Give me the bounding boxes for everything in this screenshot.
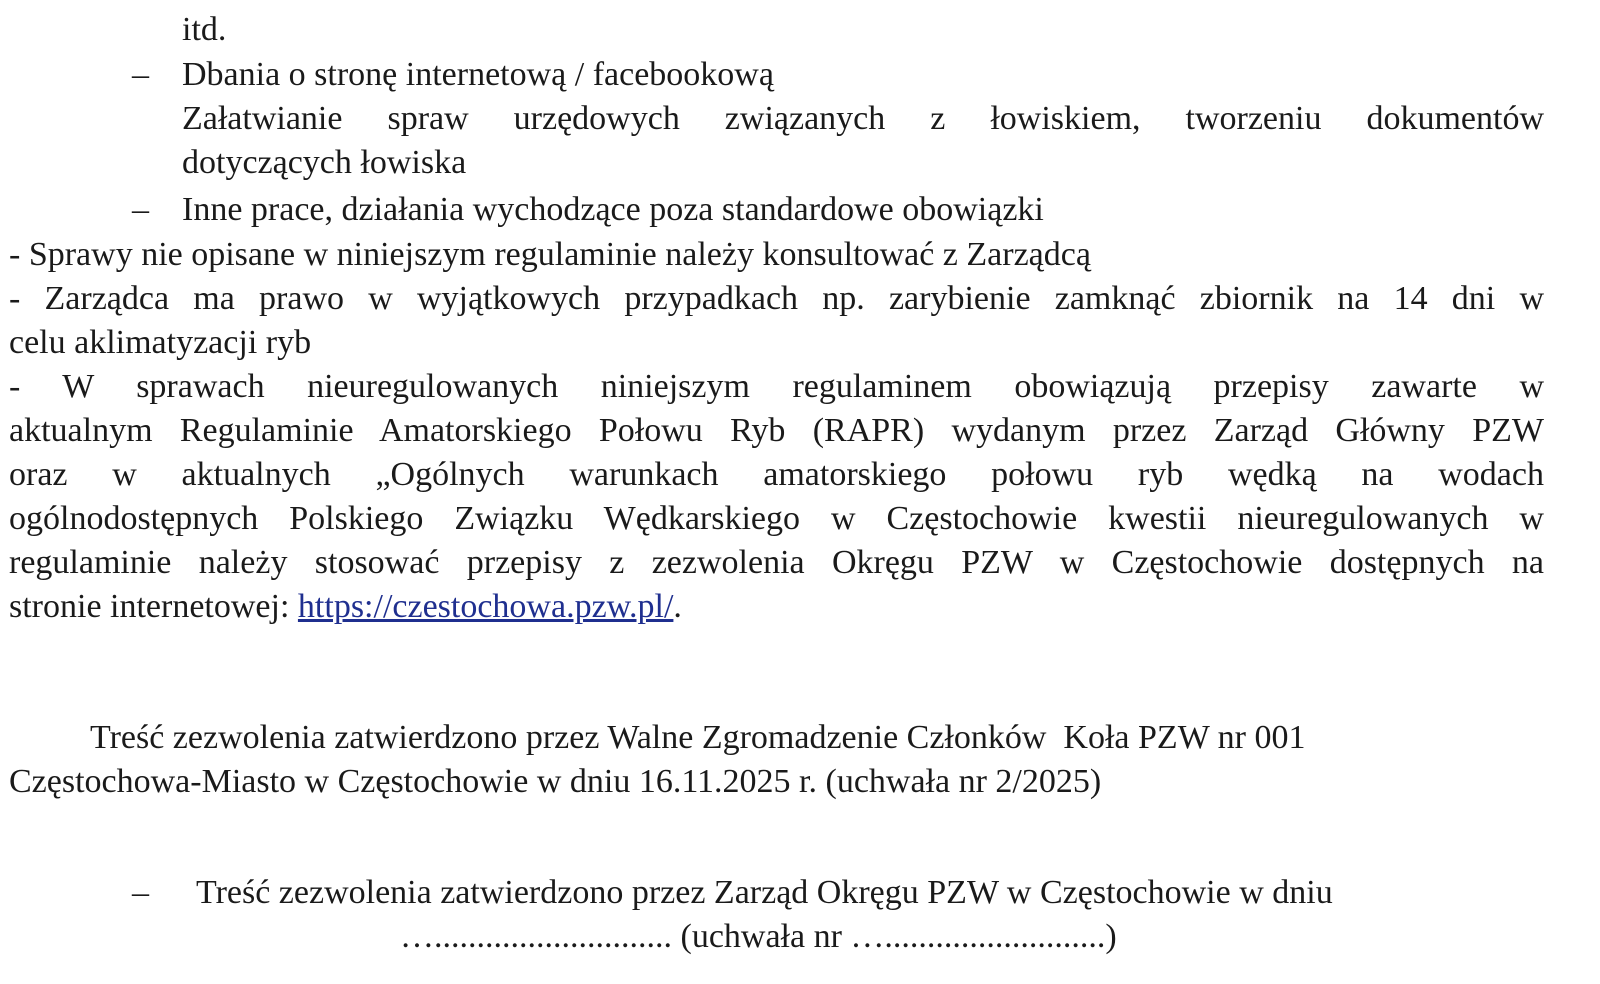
rule-close-reservoir-line2: celu aklimatyzacji ryb	[9, 324, 312, 361]
list-item-official-matters-line2: dotyczących łowiska	[182, 144, 467, 181]
rule-unregulated-line6	[9, 585, 682, 629]
rule-unregulated-line1: - W sprawach nieuregulowanych niniejszym regulaminem obowiązują przepisy zawarte w	[9, 368, 1544, 405]
rule-unregulated-line2: aktualnym Regulaminie Amatorskiego Połowu Ryb (RAPR) wydanym przez Zarząd Główny PZW	[9, 412, 1544, 449]
list-item-official-matters-line1: Załatwianie spraw urzędowych związanych z łowiskiem, tworzeniu dokumentów	[182, 100, 1544, 137]
list-item-other-works: Inne prace, działania wychodzące poza standardowe obowiązki	[182, 191, 1044, 228]
list-item-website-duties: Dbania o stronę internetową / facebookową	[182, 56, 774, 93]
approval-members-line2: Częstochowa-Miasto w Częstochowie w dniu 16.11.2025 r. (uchwała nr 2/2025)	[9, 763, 1102, 800]
list-dash: –	[132, 874, 149, 911]
pzw-website-link[interactable]: https://czestochowa.pzw.pl/	[297, 588, 674, 625]
approval-members-line1: Treść zezwolenia zatwierdzono przez Walne Zgromadzenie Członków Koła PZW nr 001	[90, 719, 1306, 756]
list-continuation-text: itd.	[182, 11, 227, 48]
rule-unregulated-line4: ogólnodostępnych Polskiego Związku Wędkarskiego w Częstochowie kwestii nieuregulowanych w	[9, 500, 1544, 537]
approval-district-line1: Treść zezwolenia zatwierdzono przez Zarząd Okręgu PZW w Częstochowie w dniu	[196, 874, 1333, 911]
rule-unregulated-line3: oraz w aktualnych „Ogólnych warunkach amatorskiego połowu ryb wędką na wodach	[9, 456, 1544, 493]
website-label: stronie internetowej:	[9, 588, 298, 625]
list-dash: –	[132, 56, 149, 93]
rule-unregulated-line5: regulaminie należy stosować przepisy z zezwolenia Okręgu PZW w Częstochowie dostępnych na	[9, 544, 1544, 581]
approval-district-line2: …............................ (uchwała nr …..........................)	[400, 918, 1117, 955]
rule-consult-manager: - Sprawy nie opisane w niniejszym regulaminie należy konsultować z Zarządcą	[9, 236, 1091, 273]
period: .	[673, 588, 682, 625]
list-dash: –	[132, 191, 149, 228]
rule-close-reservoir-line1: - Zarządca ma prawo w wyjątkowych przypadkach np. zarybienie zamknąć zbiornik na 14 dni w	[9, 280, 1544, 317]
